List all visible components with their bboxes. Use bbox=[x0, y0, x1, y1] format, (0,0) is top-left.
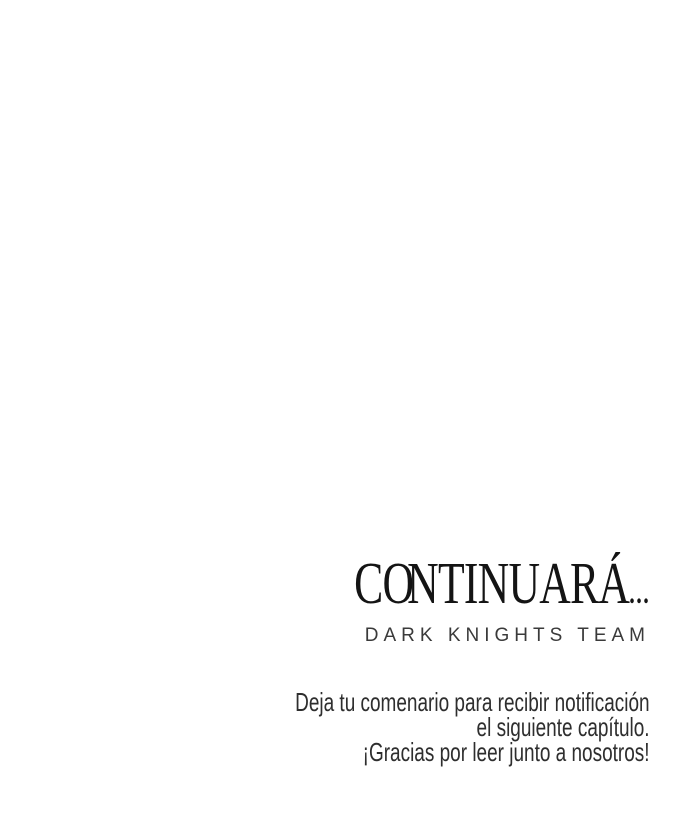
outro-message bbox=[295, 687, 650, 767]
outro-title-block bbox=[250, 550, 650, 646]
title-lead: CO bbox=[353, 550, 413, 616]
message-line-1: Deja tu comenario para recibir notificación bbox=[295, 687, 650, 717]
continuara-title bbox=[353, 550, 650, 623]
message-line-2: el siguiente capítulo. bbox=[476, 712, 650, 742]
team-credit: DARK KNIGHTS TEAM bbox=[364, 625, 650, 646]
title-ellipsis: ... bbox=[628, 577, 650, 610]
title-rest: NTINUARÁ bbox=[406, 550, 629, 616]
message-line-3: ¡Gracias por leer junto a nosotros! bbox=[363, 737, 650, 767]
